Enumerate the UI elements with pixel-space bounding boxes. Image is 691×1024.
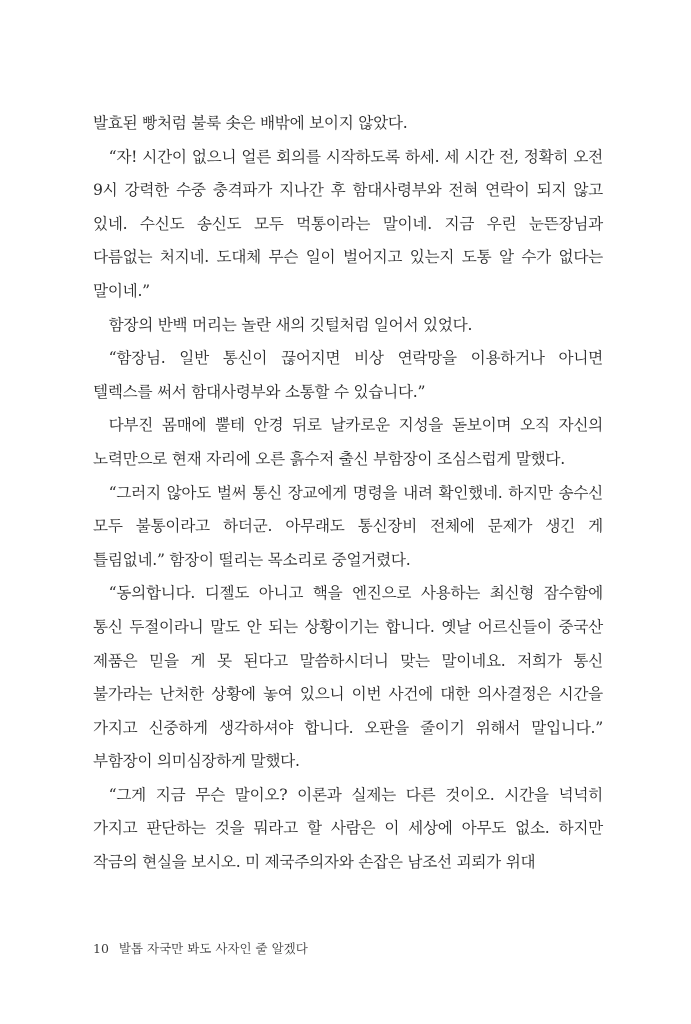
paragraph-2: “자! 시간이 없으니 얼른 회의를 시작하도록 하세. 세 시간 전, 정확히 오전 9시 강력한 수중 충격파가 지나간 후 함대사령부와 전혀 연락이 되지 않고 있네. 수신도 송신도 모두 먹통이라는 말이네. 지금 우린 눈뜬장님과 다름없는 처지네. 도대체 무슨 일이 벌어지고 있는지 도통 알 수가 없다는 말이네.” (93, 147, 603, 300)
paragraph-3: 함장의 반백 머리는 놀란 새의 깃털처럼 일어서 있었다. (108, 315, 473, 334)
paragraph-6: “그러지 않아도 벌써 통신 장교에게 명령을 내려 확인했네. 하지만 송수신 모두 불통이라고 하더군. 아무래도 통신장비 전체에 문제가 생긴 게 틀림없네.” 함장이 떨리는 목소리로 중얼거렸다. (93, 483, 603, 569)
paragraph-1: 발효된 빵처럼 불룩 솟은 배밖에 보이지 않았다. (93, 114, 408, 132)
paragraph-4: “함장님. 일반 통신이 끊어지면 비상 연락망을 이용하거나 아니면 텔렉스를 써서 함대사령부와 소통할 수 있습니다.” (93, 349, 603, 401)
paragraph-7: “동의합니다. 디젤도 아니고 핵을 엔진으로 사용하는 최신형 잠수함에 통신 두절이라니 말도 안 되는 상황이기는 합니다. 옛날 어르신들이 중국산 제품은 믿을 게 못 된다고 말씀하시더니 맞는 말이네요. 저희가 통신 불가라는 난처한 상황에 놓여 있으니 이번 사건에 대한 의사결정은 시간을 가지고 신중하게 생각하셔야 합니다. 오판을 줄이기 위해서 말입니다.” 부함장이 의미심장하게 말했다. (93, 584, 603, 771)
book-title: 발톱 자국만 봐도 사자인 줄 알겠다 (118, 941, 308, 956)
page-footer (93, 941, 308, 957)
page-body (93, 107, 603, 880)
paragraph-8: “그게 지금 무슨 말이오? 이론과 실제는 다른 것이오. 시간을 넉넉히 가지고 판단하는 것을 뭐라고 할 사람은 이 세상에 아무도 없소. 하지만 작금의 현실을 보시오. 미 제국주의자와 손잡은 남조선 괴뢰가 위대 (93, 785, 603, 872)
paragraph-5: 다부진 몸매에 뿔테 안경 뒤로 날카로운 지성을 돋보이며 오직 자신의 노력만으로 현재 자리에 오른 흙수저 출신 부함장이 조심스럽게 말했다. (93, 416, 603, 468)
page-number: 10 (93, 941, 109, 956)
